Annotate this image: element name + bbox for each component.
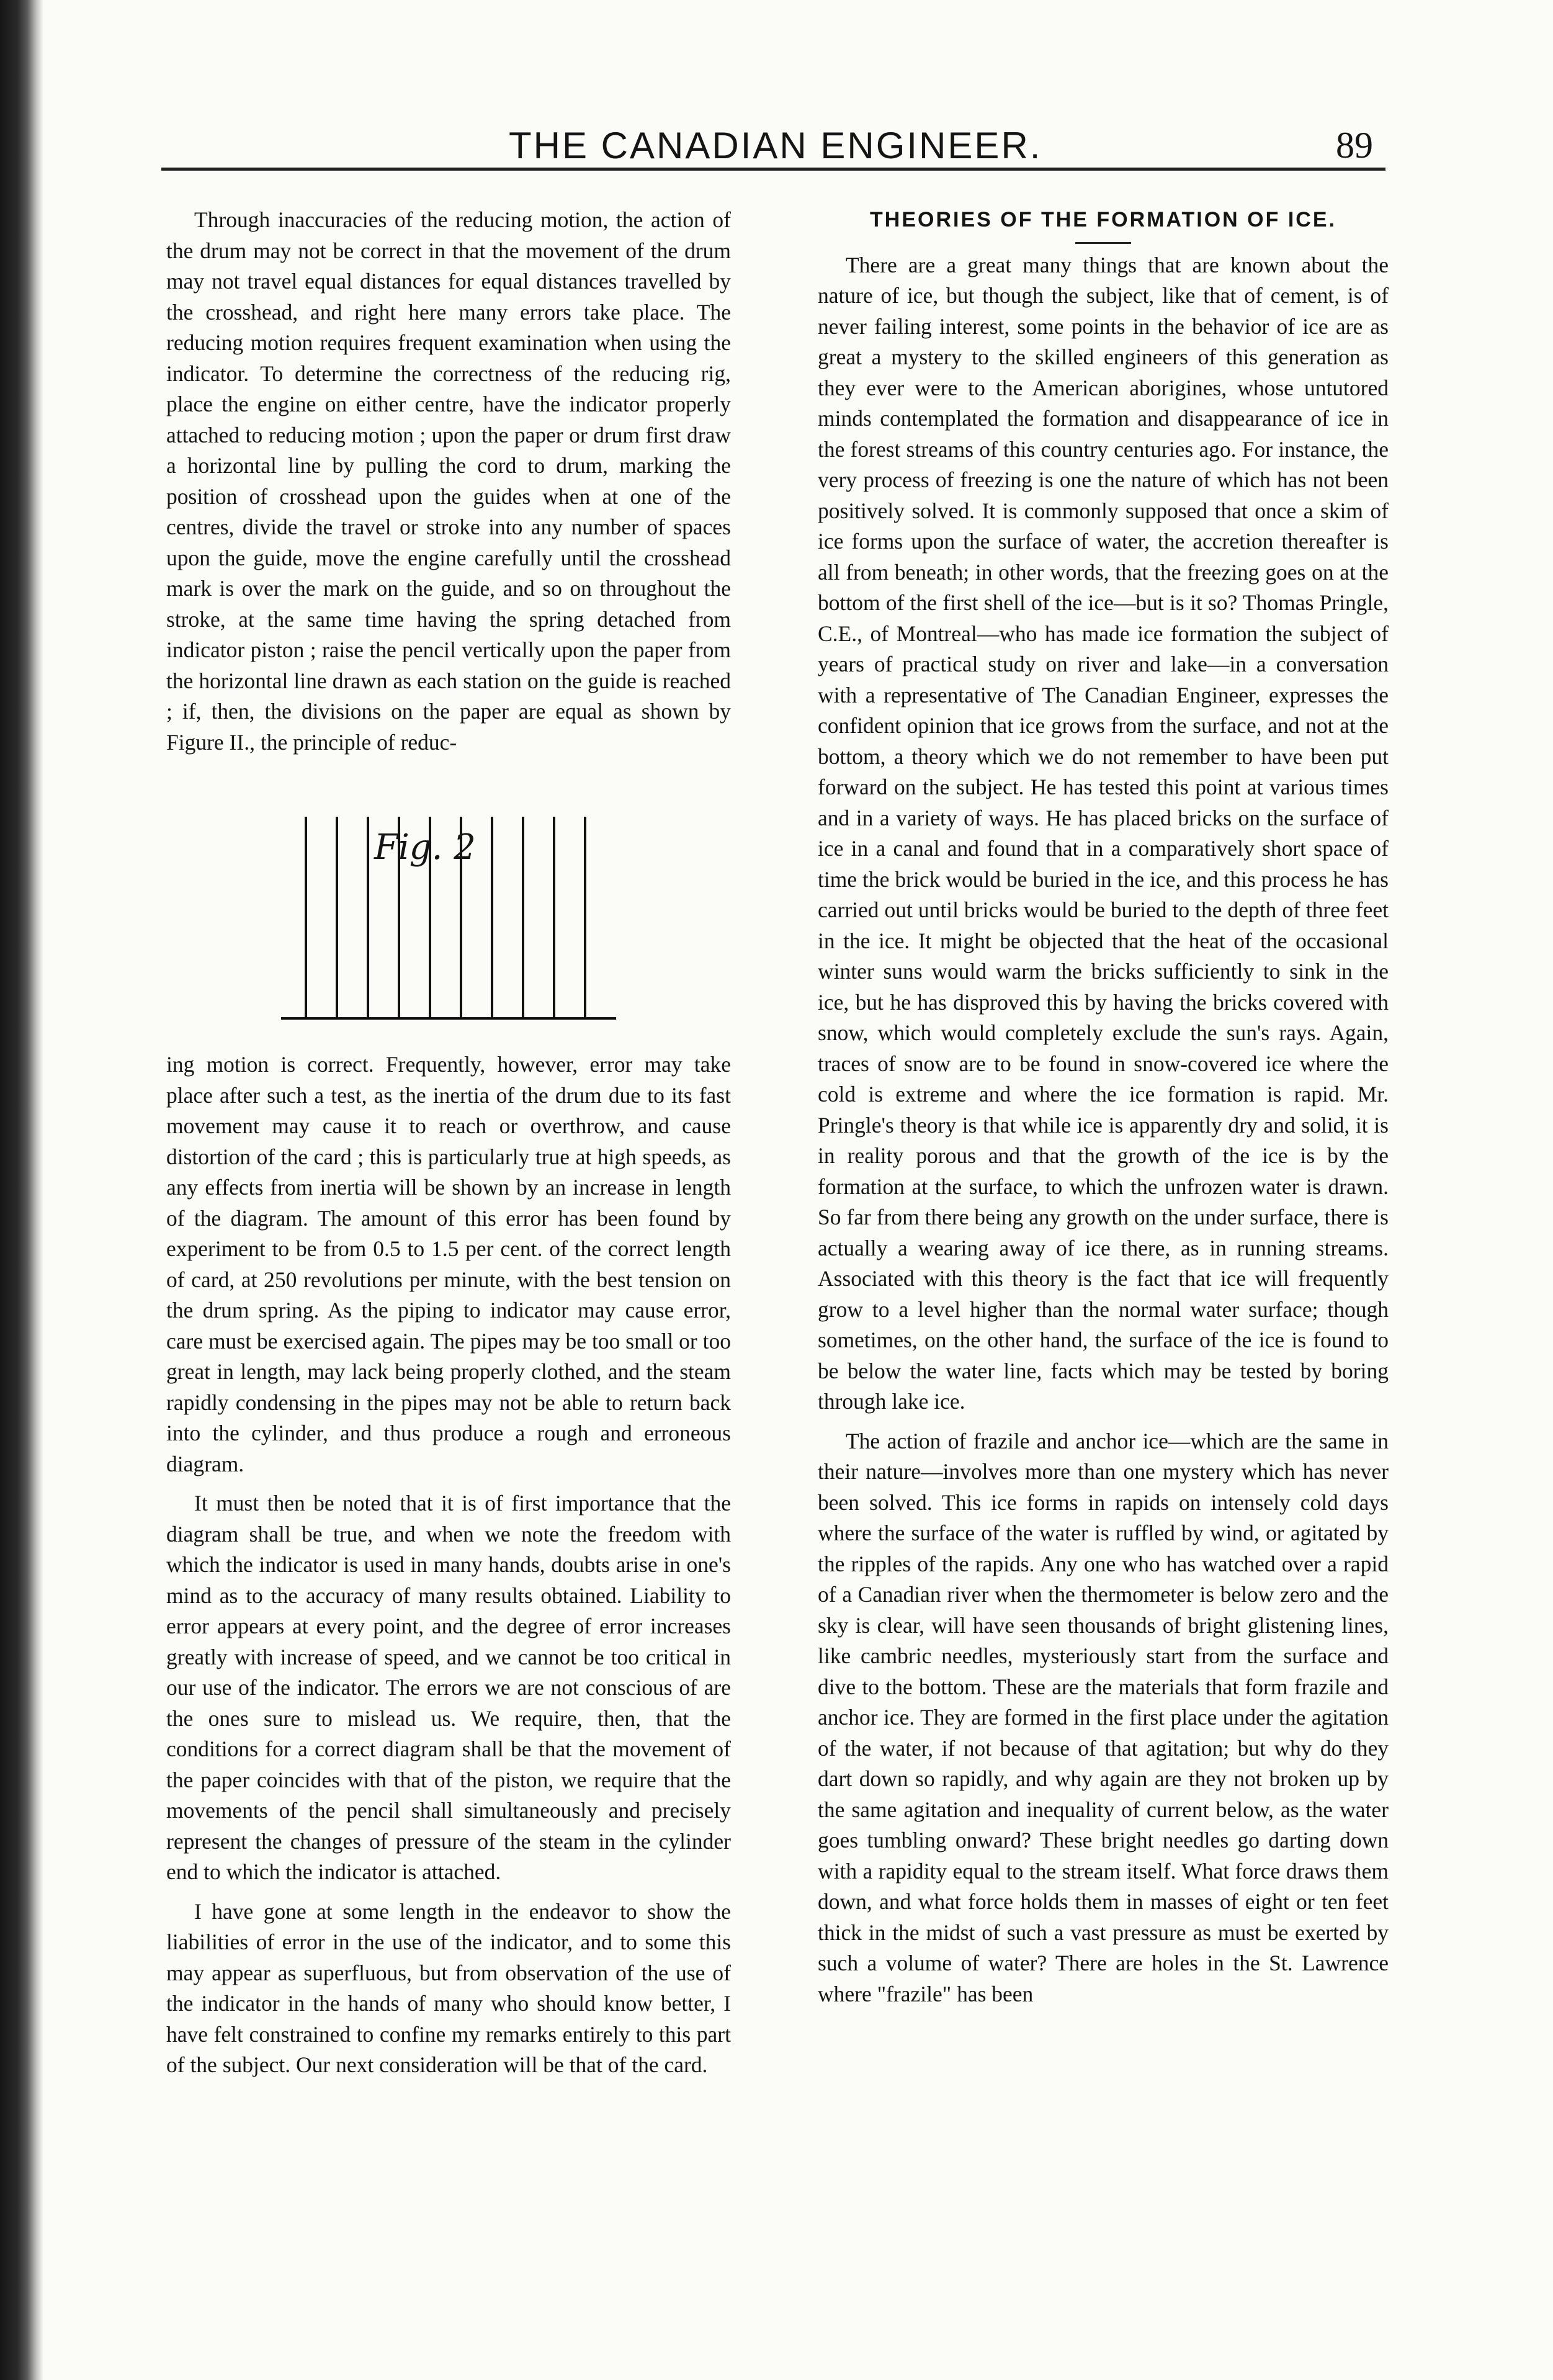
page-binding-edge: [0, 0, 43, 2380]
journal-title: THE CANADIAN ENGINEER.: [509, 125, 1042, 166]
figure-2-drawing: [275, 789, 622, 1037]
running-head: [161, 124, 1385, 171]
figure-label: Fig. 2: [374, 827, 476, 868]
left-paragraph-4: I have gone at some length in the endeavor to show the liabilities of error in the use of the indicator, and to some this may appear as superfluous, but from observation of the use of the indicator in the hands of many who should know better, I have felt constrained to confine my remarks entirely to this part of the subject. Our next consideration will be that of the card.: [166, 1898, 731, 2077]
page-number: 89: [1336, 125, 1373, 166]
right-column: [818, 205, 1389, 2010]
left-column: [166, 205, 731, 2081]
left-paragraph-3: It must then be noted that it is of first importance that the diagram shall be true, and when we note the freedom with which the indicator is used in many hands, doubts arise in one's mind as to the accuracy of many results obtained. Liability to error appears at every point, and the degree of error increases greatly with increase of speed, and we cannot be too critical in our use of the indicator. The errors we are not conscious of are the ones sure to mislead us. We require, then, that the conditions for a correct diagram shall be that the movement of the paper coincides with that of the piston, we require that the movements of the pencil shall simultaneously and precisely represent the changes of pressure of the steam in the cylinder end to which the indicator is attached.: [166, 1491, 731, 1884]
left-paragraph-2: ing motion is correct. Frequently, however, error may take place after such a test, as the inertia of the drum due to its fast movement may cause it to reach or overthrow, and cause distortion of the card ; this is particularly true at high speeds, as any effects from inertia will be shown by an increase in length of the diagram. The amount of this error has been found by experiment to be from 0.5 to 1.5 per cent. of the correct length of card, at 250 revolutions per minute, with the best tension on the drum spring. As the piping to indicator may cause error, care must be exercised again. The pipes may be too small or too great in length, may lack being properly clothed, and the steam rapidly condensing in the pipes may not be able to return back into the cylinder, and thus produce a rough and erroneous diagram.: [166, 1052, 731, 1476]
article-heading: THEORIES OF THE FORMATION OF ICE.: [870, 208, 1336, 231]
right-paragraph-1: There are a great many things that are known about the nature of ice, but though the subject, like that of cement, is of never failing interest, some points in the behavior of ice are as great a mystery to the skilled engineers of this generation as they ever were to the American aborigines, whose untutored minds contemplated the formation and disappearance of ice in the forest streams of this country centuries ago. For instance, the very process of freezing is one the nature of which has not been positively solved. It is commonly supposed that once a skim of ice forms upon the surface of water, the accretion thereafter is all from beneath; in other words, that the freezing goes on at the bottom of the first shell of the ice—but is it so? Thomas Pringle, C.E., of Montreal—who has made ice formation the subject of years of practical study on river and lake—in a conversation with a representative of The Canadian Engineer, expresses the confident opinion that ice grows from the surface, and not at the bottom, a theory which we do not remember to have been put forward on the subject. He has tested this point at various times and in a variety of ways. He has placed bricks on the surface of ice in a canal and found that in a comparatively short space of time the brick would be buried in the ice, and this process he has carried out until bricks would be buried to the depth of three feet in the ice. It might be objected that the heat of the occasional winter suns would warm the bricks sufficiently to sink in the ice, but he has disproved this by having the bricks covered with snow, which would completely exclude the sun's rays. Again, traces of snow are to be found in snow-covered ice where the cold is extreme and where the ice formation is rapid. Mr. Pringle's theory is that while ice is apparently dry and solid, it is in reality porous and that the growth of the ice is by the formation at the surface, to which the unfrozen water is drawn. So far from there being any growth on the under surface, there is actually a wearing away of ice there, as in running streams. Associated with this theory is the fact that ice will frequently grow to a level higher than the normal water surface; though sometimes, on the other hand, the surface of the ice is found to be below the water line, facts which may be tested by boring through lake ice.: [818, 252, 1389, 1414]
right-paragraph-2: The action of frazile and anchor ice—which are the same in their nature—involves more than one mystery which has never been solved. This ice forms in rapids on intensely cold days where the surface of the water is ruffled by wind, or agitated by the ripples of the rapids. Any one who has watched over a rapid of a Canadian river when the thermometer is below zero and the sky is clear, will have seen thousands of bright glistening lines, like cambric needles, mysteriously start from the surface and dive to the bottom. These are the materials that form frazile and anchor ice. They are formed in the first place under the agitation of the water, if not because of that agitation; but why do they dart down so rapidly, and why again are they not broken up by the same agitation and inequality of current below, as the water goes tumbling onward? These bright needles go darting down with a rapidity equal to the stream itself. What force draws them down, and what force holds them in masses of eight or ten feet thick in the midst of such a vast pressure as must be exerted by such a volume of water? There are holes in the St. Lawrence where "frazile" has been: [818, 1428, 1389, 2006]
figure-2: [275, 789, 622, 1037]
left-paragraph-1: Through inaccuracies of the reducing motion, the action of the drum may not be correct in that the movement of the drum may not travel equal distances for equal distances travelled by the crosshead, and right here many errors take place. The reducing motion requires frequent examination when using the indicator. To determine the correctness of the reducing rig, place the engine on either centre, have the indicator properly attached to reducing motion ; upon the paper or drum first draw a horizontal line by pulling the cord to drum, marking the position of crosshead upon the guides when at one of the centres, divide the travel or stroke into any number of spaces upon the guide, move the engine carefully until the crosshead mark is over the mark on the guide, and so on throughout the stroke, at the same time having the spring detached from indicator piston ; raise the pencil vertically upon the paper from the horizontal line drawn as each station on the guide is reached ; if, then, the divisions on the paper are equal as shown by Figure II., the principle of reduc-: [166, 207, 731, 755]
heading-rule: [1075, 242, 1131, 244]
